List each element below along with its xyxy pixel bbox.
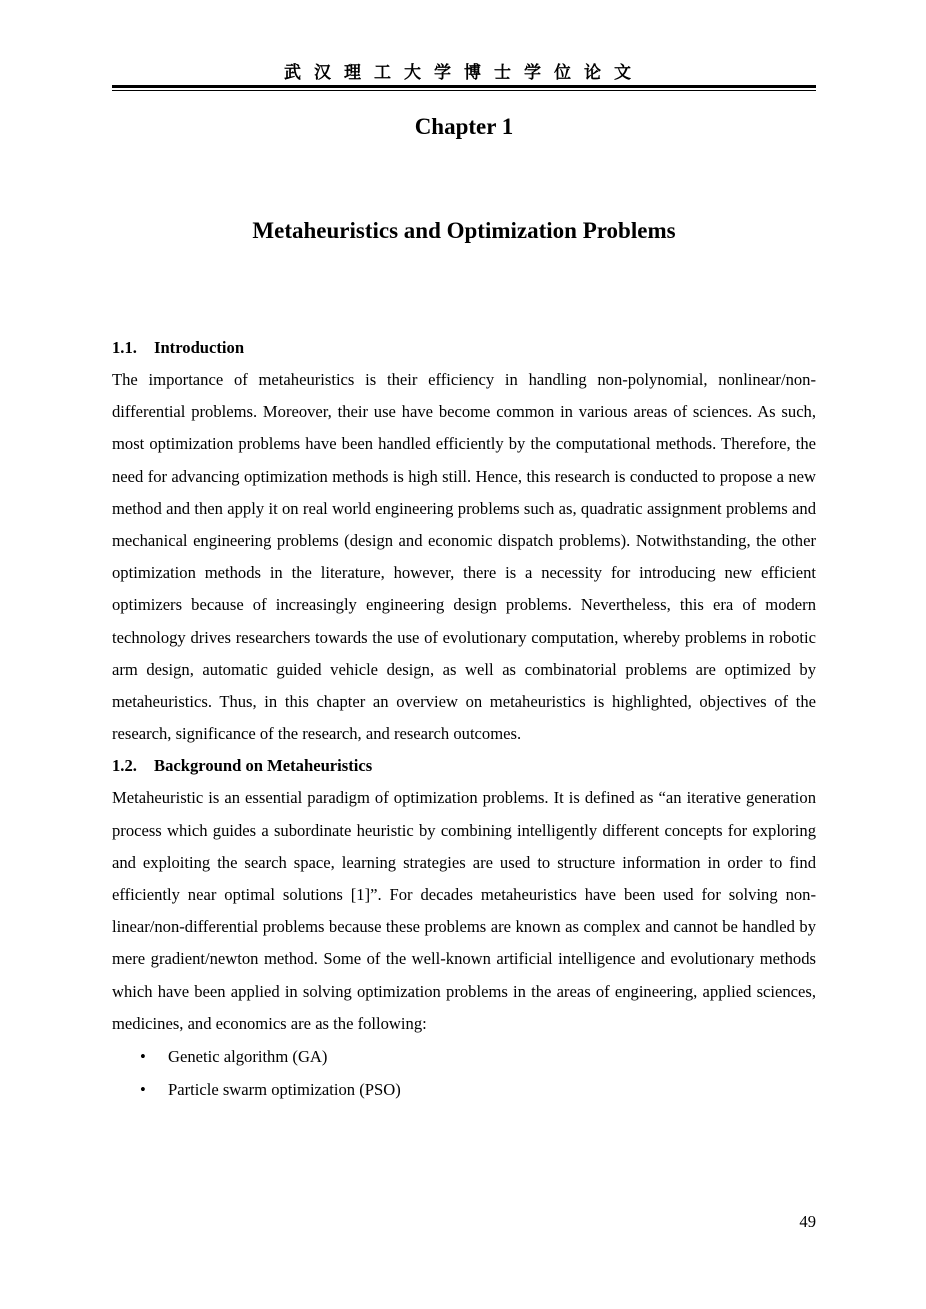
section-number: 1.2. — [112, 756, 137, 776]
header-rule-thick — [112, 85, 816, 88]
header-rule-thin — [112, 90, 816, 91]
bullet-icon: • — [140, 1047, 146, 1067]
paragraph-background: Metaheuristic is an essential paradigm of optimization problems. It is defined as “an iterative generation process which guides a subordinate heuristic by combining intelligently different concepts for exploring and exploiting the search space, learning strategies are used to structure information in order to find efficiently near optimal solutions [1]”. For decades metaheuristics have been used for solving non-linear/non-differential problems because these problems are known as complex and cannot be handled by mere gradient/newton method. Some of the well-known artificial intelligence and evolutionary methods which have been applied in solving optimization problems in the areas of engineering, applied sciences, medicines, and economics are as the following: — [112, 788, 816, 1033]
body-text — [112, 332, 816, 1106]
bullet-icon: • — [140, 1080, 146, 1100]
section-heading-background — [112, 750, 816, 782]
section-number: 1.1. — [112, 338, 137, 357]
list-item-text: Particle swarm optimization (PSO) — [168, 1080, 401, 1100]
chapter-label: Chapter 1 — [414, 114, 514, 139]
list-item — [112, 1073, 816, 1106]
method-list — [112, 1040, 816, 1106]
section-title: Introduction — [154, 338, 245, 357]
section-heading-introduction — [112, 332, 816, 364]
section-title: Background on Metaheuristics — [154, 756, 373, 776]
list-item — [112, 1040, 816, 1073]
page-number: 49 — [799, 1212, 816, 1231]
running-head: 武汉理工大学博士学位论文 — [284, 63, 644, 83]
list-item-text: Genetic algorithm (GA) — [168, 1047, 328, 1067]
paragraph-introduction: The importance of metaheuristics is their efficiency in handling non-polynomial, nonlinear/non-differential problems. Moreover, their use have become common in various areas of sciences. As such, most optimization problems have been handled efficiently by the computational methods. Therefore, the need for advancing optimization methods is high still. Hence, this research is conducted to propose a new method and then apply it on real world engineering problems such as, quadratic assignment problems and mechanical engineering problems (design and economic dispatch problems). Notwithstanding, the other optimization methods in the literature, however, there is a necessity for introducing new efficient optimizers because of increasingly engineering design problems. Nevertheless, this era of modern technology drives researchers towards the use of evolutionary computation, whereby problems in robotic arm design, automatic guided vehicle design, as well as combinatorial problems are optimized by metaheuristics. Thus, in this chapter an overview on metaheuristics is highlighted, objectives of the research, significance of the research, and research outcomes. — [112, 370, 816, 744]
chapter-title: Metaheuristics and Optimization Problems — [252, 218, 676, 243]
